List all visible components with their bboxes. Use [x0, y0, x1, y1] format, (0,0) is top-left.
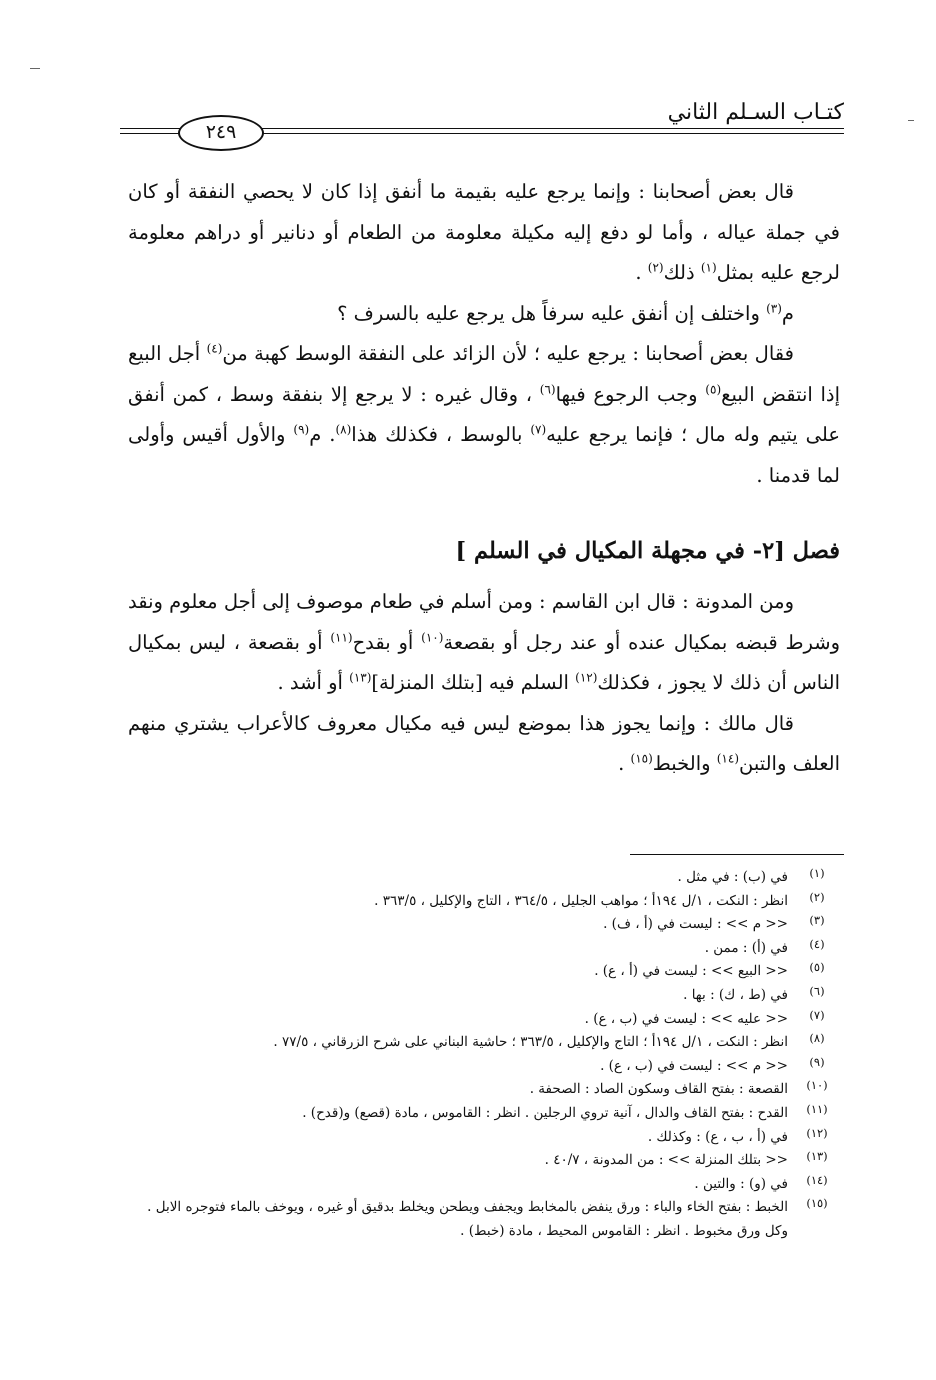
text-run: والخبط: [652, 752, 717, 775]
running-header: [120, 100, 844, 160]
text-run: .: [635, 261, 648, 284]
text-run: أو بقدح: [352, 630, 422, 654]
paragraph: [128, 704, 840, 785]
text-run: قال مالك : وإنما يجوز هذا بموضع ليس فيه مكيال معروف كالأعراب يشتري منهم العلف والتبن: [128, 711, 840, 775]
scan-mark: [30, 68, 40, 69]
footnote-text: << البيع >> : ليست في (أ ، ع) .: [594, 963, 788, 980]
text-run: بالوسط ، فكذلك هذا: [351, 423, 531, 446]
footnote-text: << م >> : ليست في (أ ، ف) .: [603, 916, 788, 933]
text-run: أجل البيع إذا انتقض البيع: [128, 342, 841, 406]
footnote-text: في (و) : والتين .: [694, 1175, 788, 1192]
footnote: [128, 890, 844, 914]
text-run: . م: [309, 423, 336, 446]
footnote-ref: (١١): [330, 630, 353, 644]
text-run: والأول أقيس وأولى لما قدمنا .: [128, 423, 840, 487]
text-run: ومن المدونة : قال ابن القاسم : ومن أسلم في طعام موصوف إلى أجل معلوم ونقد وشرط قبضه بمكيال عنده أو عند رجل أو بقصعة: [128, 590, 841, 654]
footnote-number: (٥): [809, 960, 825, 975]
footnote-text: في (أ ، ب ، ع) : وكذلك .: [647, 1128, 788, 1145]
paragraph: [128, 334, 840, 496]
scan-mark: [908, 120, 914, 121]
text-run: أو بقصعة ، ليس بمكيال الناس أن ذلك لا يجوز ، فكذلك: [128, 630, 840, 694]
footnote-number: (٤): [809, 936, 825, 951]
footnote: [128, 1031, 844, 1055]
footnote: [128, 1008, 844, 1032]
footnote-number: (٨): [809, 1031, 825, 1046]
text-run: وجب الرجوع فيها: [555, 382, 706, 406]
footnote: [128, 937, 844, 961]
footnote: [128, 866, 844, 890]
footnote-ref: (١٣): [349, 670, 372, 685]
footnote-number: (١١): [806, 1101, 828, 1116]
section-heading: فصل [٢- في مجهلة المكيال في السلم ]: [455, 538, 840, 564]
footnote-number: (٧): [809, 1007, 825, 1022]
text-run: واختلف إن أنفق عليه سرفاً هل يرجع عليه بالسرف ؟: [337, 301, 767, 325]
footnote: [128, 1055, 844, 1079]
paragraph: [128, 582, 840, 704]
paragraph: [128, 172, 840, 294]
footnote-text: في (ط ، ك) : بها .: [683, 986, 788, 1003]
footnote: [128, 984, 844, 1008]
footnote-ref: (١٥): [630, 751, 653, 766]
text-run: السلم فيه [بتلك المنزلة]: [371, 671, 576, 694]
footnote-text: في (ب) : في مثل .: [677, 869, 788, 885]
footnote-ref: (٩): [293, 422, 310, 437]
footnote-ref: (٨): [335, 422, 352, 437]
footnote-number: (٦): [809, 983, 825, 998]
footnote: [128, 1173, 844, 1197]
footnote-ref: (١٢): [575, 670, 598, 685]
footnote-ref: (١): [700, 260, 717, 275]
footnote-ref: (٧): [530, 422, 547, 437]
text-run: ، وقال غيره : لا يرجع إلا بنفقة وسط ، كمن أنفق على يتيم وله مال ؛ فإنما يرجع عليه: [128, 382, 840, 446]
footnote-ref: (١٤): [716, 751, 739, 766]
footnote-text: << م >> : ليست في (ب ، ع) .: [600, 1057, 788, 1074]
footnote-ref: (٤): [206, 341, 223, 356]
page-number: ٢٤٩: [178, 115, 264, 151]
footnote-text: الخبط : بفتح الخاء والباء : ورق ينفض بالمخابط ويجفف ويطحن ويخلط بدقيق أو غيره ، ويوخف بالماء فتوجره الابل . وكل ورق مخبوط . انظر : القاموس المحيط ، مادة (خبط) .: [147, 1199, 788, 1239]
body-text-top: [128, 172, 840, 496]
footnote-text: << عليه >> : ليست في (ب ، ع) .: [584, 1010, 788, 1027]
footnote-number: (١٣): [806, 1149, 828, 1164]
text-run: أو أشد .: [277, 671, 350, 694]
footnote-number: (١٤): [806, 1172, 828, 1187]
footnote: [128, 1149, 844, 1173]
footnote: [128, 1078, 844, 1102]
footnotes-list: [128, 866, 844, 1244]
text-run: م: [781, 301, 794, 325]
footnote-number: (١٠): [806, 1078, 828, 1093]
footnote-text: القدح : بفتح القاف والدال ، آنية تروي الرجلين . انظر : القاموس ، مادة (قصع) و(قدح) .: [302, 1104, 788, 1121]
text-run: .: [618, 752, 631, 775]
running-title: كتـاب السـلم الثاني: [667, 100, 844, 125]
footnote-separator: [630, 854, 844, 855]
footnote: [128, 913, 844, 937]
footnote-number: (١): [809, 866, 825, 880]
footnote-text: القصعة : بفتح القاف وسكون الصاد : الصحفة .: [529, 1081, 788, 1098]
footnote-text: في (أ) : ممن .: [704, 939, 788, 956]
footnote-ref: (٣): [766, 301, 782, 315]
footnote-text: انظر : النكت ، ١/ل ١٩٤أ ؛ التاج والإكليل ، ٣٦٣/٥ ؛ حاشية البناني على شرح الزرقاني ، ٧٧/٥ .: [273, 1034, 788, 1051]
footnote: [128, 1102, 844, 1126]
footnote-ref: (١٠): [421, 630, 444, 644]
paragraph: [128, 294, 840, 335]
text-run: ذلك: [663, 261, 701, 284]
footnote-ref: (٦): [539, 382, 556, 396]
body-text-bottom: [128, 582, 840, 785]
footnote-number: (١٢): [806, 1125, 828, 1140]
text-run: قال بعض أصحابنا : وإنما يرجع عليه بقيمة ما أنفق إذا كان لا يحصي النفقة أو كان في جملة عياله ، وأما لو دفع إليه مكيلة معلومة من الطعام أو دنانير أو دراهم معلومة لرجع عليه بمثل: [128, 180, 840, 284]
footnote: [128, 960, 844, 984]
text-run: فقال بعض أصحابنا : يرجع عليه ؛ لأن الزائد على النفقة الوسط كهبة من: [222, 342, 794, 365]
footnote: [128, 1126, 844, 1150]
footnote-number: (٢): [809, 889, 825, 904]
footnote-text: << بتلك المنزلة >> : من المدونة ، ٤٠/٧ .: [544, 1152, 788, 1169]
footnote-number: (٩): [809, 1054, 825, 1069]
footnote-ref: (٢): [647, 260, 664, 275]
footnote-text: انظر : النكت ، ١/ل ١٩٤أ ؛ مواهب الجليل ، ٣٦٤/٥ ، التاج والإكليل ، ٣٦٣/٥ .: [374, 892, 788, 909]
footnote-ref: (٥): [705, 382, 722, 396]
footnote-number: (١٥): [806, 1196, 828, 1211]
footnote: [128, 1196, 844, 1243]
footnote-number: (٣): [809, 913, 825, 928]
